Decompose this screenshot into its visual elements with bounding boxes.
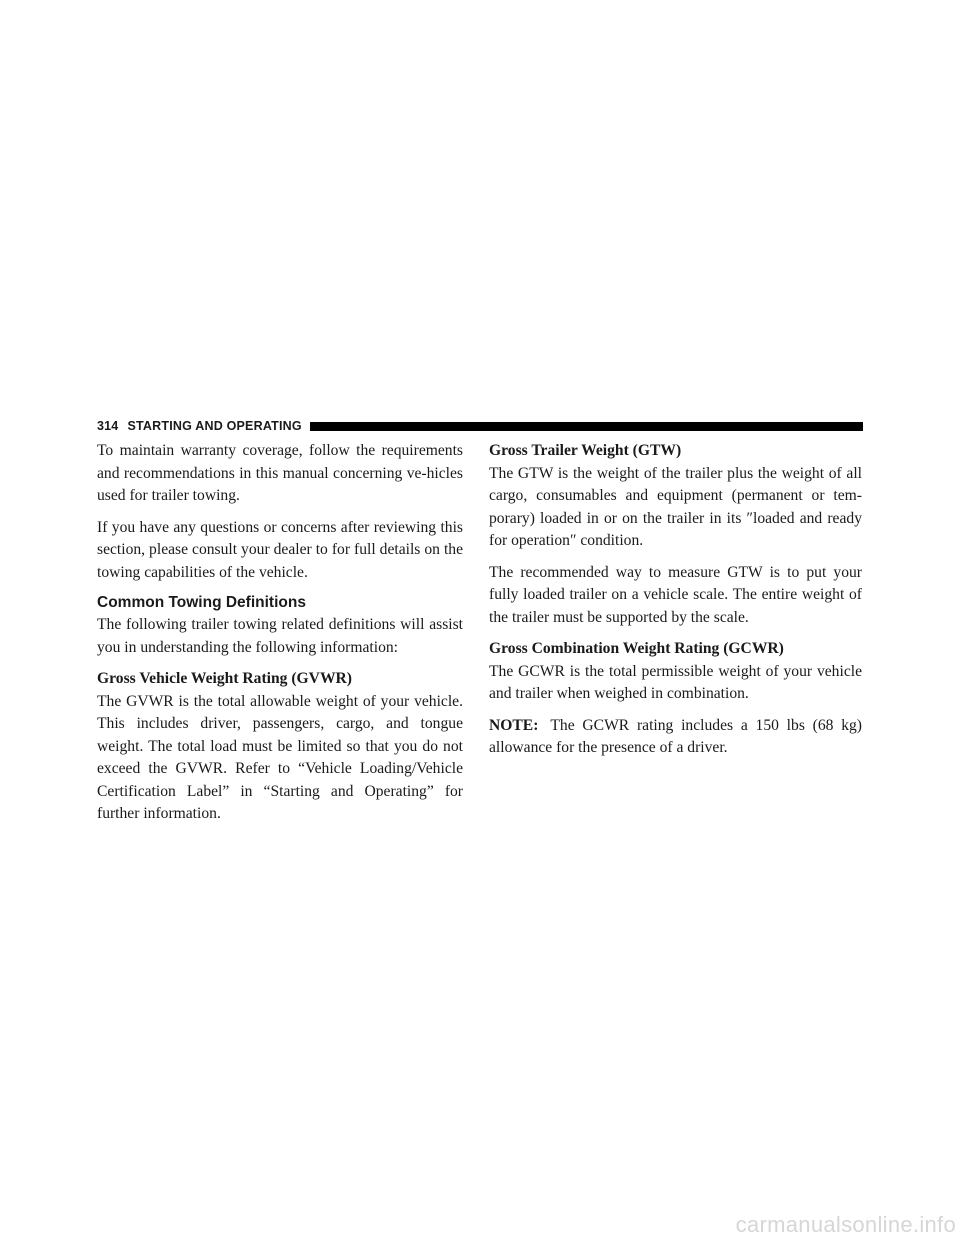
gvwr-text: The GVWR is the total allowable weight of your vehicle. This includes driver, passengers, cargo, and tongue weight. The total load must be limited so that you do not exceed the GVWR. Refer to “Vehicle Loading/Vehicle Certification Label” in “Starting and Operating” for further information. [97,692,463,822]
section-title: STARTING AND OPERATING [127,419,302,433]
page-header [97,418,863,434]
gcwr-text: The GCWR is the total permissible weight of your vehicle and trailer when weighed in combination. [489,662,862,702]
gtw-text: The GTW is the weight of the trailer plus the weight of all cargo, consumables and equipment (permanent or tem-porary) loaded in or on the trailer in its ″loaded and ready for operation″ condition. [489,464,862,549]
gtw-measure-text: The recommended way to measure GTW is to put your fully loaded trailer on a vehicle scale. The entire weight of the trailer must be supported by the scale. [489,563,862,626]
site-watermark: carmanualsonline.info [735,1212,956,1237]
note-text: The GCWR rating includes a 150 lbs (68 kg) allowance for the presence of a driver. [489,716,862,756]
section-heading: Common Towing Definitions [97,594,306,611]
header-rule [310,422,863,431]
note-label: NOTE: [489,716,539,734]
warranty-paragraph: To maintain warranty coverage, follow the requirements and recommendations in this manual concerning ve-hicles used for trailer towing. [97,442,463,504]
definitions-intro: The following trailer towing related definitions will assist you in understanding the following information: [97,616,463,656]
note-paragraph [489,715,862,760]
right-column [489,440,862,769]
gvwr-heading: Gross Vehicle Weight Rating (GVWR) [97,670,352,687]
gcwr-heading: Gross Combination Weight Rating (GCWR) [489,640,784,657]
left-column [97,440,463,826]
page-number: 314 [97,419,119,433]
gtw-heading: Gross Trailer Weight (GTW) [489,442,682,459]
questions-paragraph: If you have any questions or concerns after reviewing this section, please consult your dealer to for full details on the towing capabilities of the vehicle. [97,518,463,581]
